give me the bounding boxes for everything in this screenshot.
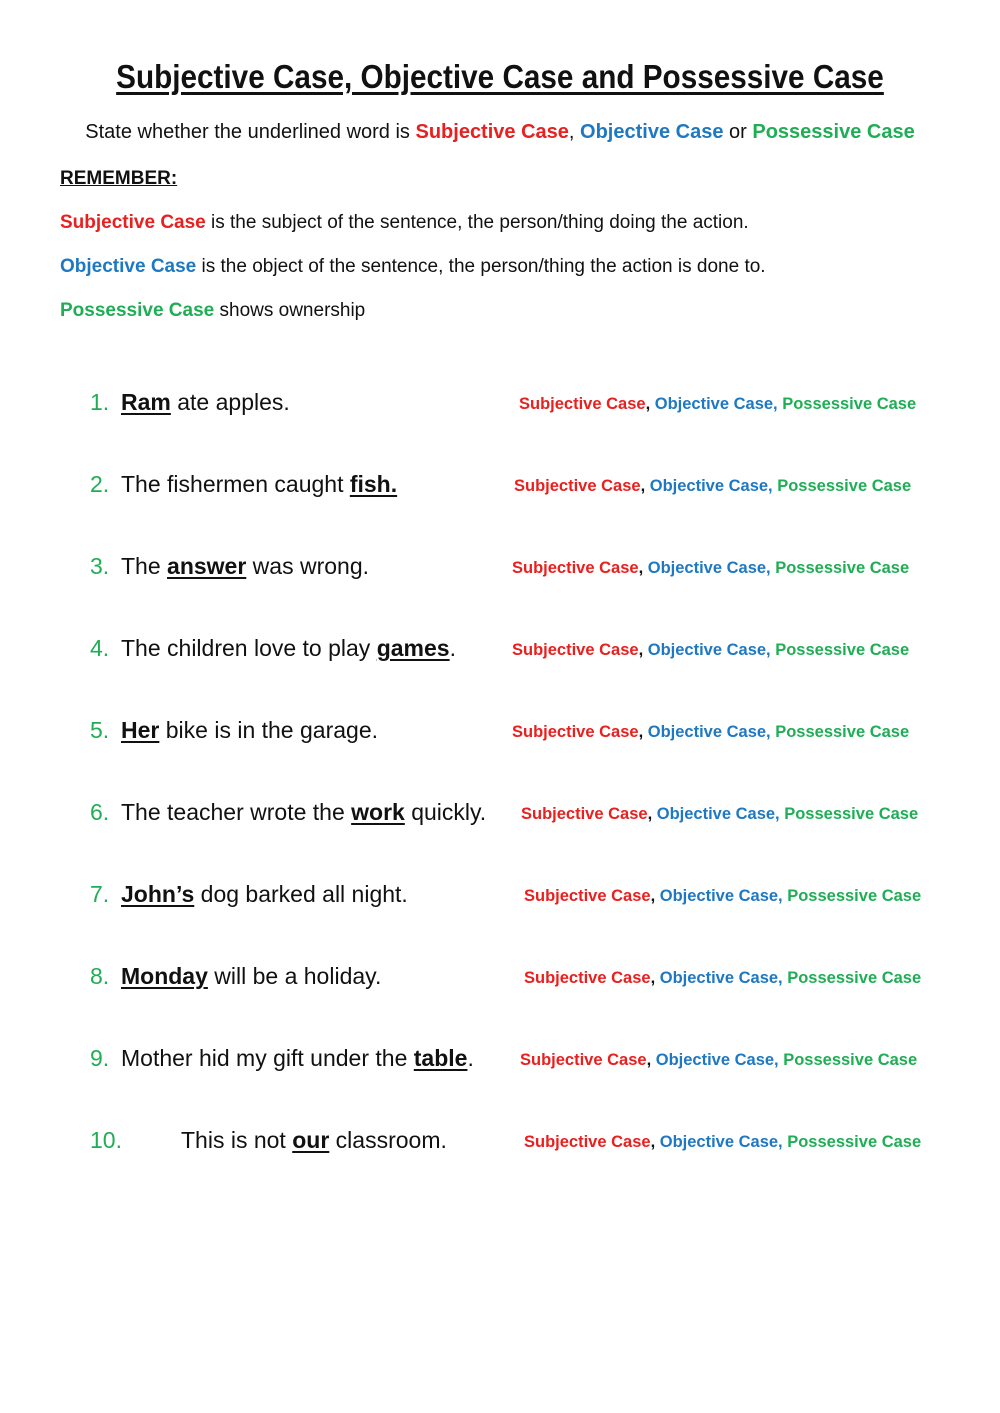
case-options bbox=[524, 1133, 921, 1152]
question-9 bbox=[90, 1045, 970, 1085]
option-objective-case[interactable]: Objective Case bbox=[655, 1051, 775, 1069]
question-number: 1. bbox=[90, 389, 110, 415]
definition-subjective-text: is the subject of the sentence, the person/thing doing the action. bbox=[205, 212, 749, 233]
option-objective-case[interactable]: Objective Case bbox=[659, 969, 779, 987]
sentence-after: bike is in the garage. bbox=[159, 717, 378, 743]
question-number: 7. bbox=[90, 881, 110, 907]
case-options bbox=[514, 477, 911, 496]
question-sentence bbox=[121, 1045, 474, 1072]
instructions-prefix: State whether the underlined word is bbox=[85, 121, 416, 143]
option-objective-case[interactable]: Objective Case bbox=[647, 641, 767, 659]
instructions bbox=[0, 121, 1000, 144]
question-sentence bbox=[121, 717, 378, 744]
question-sentence bbox=[121, 471, 397, 498]
option-separator: , bbox=[638, 641, 648, 659]
question-6 bbox=[90, 799, 970, 839]
option-separator: , bbox=[774, 1051, 784, 1069]
case-options bbox=[512, 641, 909, 660]
option-separator: , bbox=[766, 723, 776, 741]
sentence-after: dog barked all night. bbox=[194, 881, 408, 907]
question-sentence bbox=[121, 635, 456, 662]
question-number: 4. bbox=[90, 635, 110, 661]
option-objective-case[interactable]: Objective Case bbox=[659, 887, 779, 905]
question-sentence bbox=[121, 963, 381, 990]
option-subjective-case[interactable]: Subjective Case bbox=[521, 805, 648, 823]
question-5 bbox=[90, 717, 970, 757]
question-1 bbox=[90, 389, 970, 429]
question-10 bbox=[90, 1127, 970, 1167]
question-sentence bbox=[121, 881, 408, 908]
sentence-before: The fishermen caught bbox=[121, 471, 350, 497]
question-number: 9. bbox=[90, 1045, 110, 1071]
case-options bbox=[524, 887, 921, 906]
option-separator: , bbox=[640, 477, 650, 495]
definition-subjective bbox=[60, 212, 749, 234]
underlined-word: fish. bbox=[349, 471, 398, 497]
option-separator: , bbox=[650, 969, 660, 987]
remember-heading: REMEMBER: bbox=[60, 168, 178, 189]
option-objective-case[interactable]: Objective Case bbox=[654, 395, 774, 413]
option-separator: , bbox=[775, 805, 785, 823]
option-possessive-case[interactable]: Possessive Case bbox=[787, 969, 922, 987]
question-number: 5. bbox=[90, 717, 110, 743]
option-possessive-case[interactable]: Possessive Case bbox=[777, 477, 912, 495]
sentence-before: The teacher wrote the bbox=[121, 799, 352, 825]
option-objective-case[interactable]: Objective Case bbox=[659, 1133, 779, 1151]
option-separator: , bbox=[766, 559, 776, 577]
option-separator: , bbox=[638, 723, 648, 741]
option-possessive-case[interactable]: Possessive Case bbox=[775, 723, 910, 741]
question-number: 6. bbox=[90, 799, 110, 825]
case-options bbox=[521, 805, 918, 824]
case-options bbox=[520, 1051, 917, 1070]
case-options bbox=[524, 969, 921, 988]
case-options bbox=[512, 723, 909, 742]
option-subjective-case[interactable]: Subjective Case bbox=[519, 395, 646, 413]
option-separator: , bbox=[766, 641, 776, 659]
question-4 bbox=[90, 635, 970, 675]
definition-possessive bbox=[60, 300, 365, 322]
underlined-word: work bbox=[351, 799, 405, 825]
option-separator: , bbox=[778, 1133, 788, 1151]
instructions-objective: Objective Case bbox=[580, 121, 724, 143]
option-possessive-case[interactable]: Possessive Case bbox=[787, 887, 922, 905]
instructions-comma: , bbox=[568, 121, 581, 143]
sentence-before: Mother hid my gift under the bbox=[121, 1045, 414, 1071]
question-sentence bbox=[121, 799, 486, 826]
option-subjective-case[interactable]: Subjective Case bbox=[524, 1133, 651, 1151]
option-objective-case[interactable]: Objective Case bbox=[647, 559, 767, 577]
option-separator: , bbox=[768, 477, 778, 495]
option-separator: , bbox=[638, 559, 648, 577]
question-sentence bbox=[121, 389, 290, 416]
question-number: 8. bbox=[90, 963, 110, 989]
question-2 bbox=[90, 471, 970, 511]
option-separator: , bbox=[773, 395, 783, 413]
underlined-word: Monday bbox=[121, 963, 208, 989]
worksheet-title: Subjective Case, Objective Case and Possessive Case bbox=[116, 58, 884, 95]
option-possessive-case[interactable]: Possessive Case bbox=[787, 1133, 922, 1151]
option-objective-case[interactable]: Objective Case bbox=[656, 805, 776, 823]
definition-possessive-text: shows ownership bbox=[214, 300, 366, 321]
sentence-before: The bbox=[121, 553, 168, 579]
option-separator: , bbox=[650, 1133, 660, 1151]
sentence-before: This is not bbox=[181, 1127, 293, 1153]
option-separator: , bbox=[646, 1051, 656, 1069]
instructions-possessive: Possessive Case bbox=[752, 121, 915, 143]
underlined-word: John’s bbox=[121, 881, 195, 907]
option-separator: , bbox=[645, 395, 655, 413]
question-number: 3. bbox=[90, 553, 110, 579]
option-possessive-case[interactable]: Possessive Case bbox=[784, 805, 919, 823]
question-3 bbox=[90, 553, 970, 593]
definition-objective bbox=[60, 256, 766, 278]
underlined-word: table bbox=[413, 1045, 468, 1071]
option-subjective-case[interactable]: Subjective Case bbox=[514, 477, 641, 495]
case-options bbox=[512, 559, 909, 578]
sentence-before: The children love to play bbox=[121, 635, 377, 661]
underlined-word: Her bbox=[121, 717, 160, 743]
option-separator: , bbox=[778, 969, 788, 987]
option-possessive-case[interactable]: Possessive Case bbox=[775, 559, 910, 577]
question-sentence bbox=[121, 553, 369, 580]
question-number: 2. bbox=[90, 471, 110, 497]
question-number: 10. bbox=[90, 1127, 122, 1153]
definition-objective-text: is the object of the sentence, the person/thing the action is done to. bbox=[196, 256, 766, 277]
question-sentence bbox=[181, 1127, 447, 1154]
sentence-after: . bbox=[467, 1045, 474, 1071]
option-subjective-case[interactable]: Subjective Case bbox=[524, 887, 651, 905]
option-subjective-case[interactable]: Subjective Case bbox=[524, 969, 651, 987]
sentence-after: . bbox=[449, 635, 456, 661]
option-subjective-case[interactable]: Subjective Case bbox=[512, 559, 639, 577]
sentence-after: classroom. bbox=[329, 1127, 447, 1153]
sentence-after: will be a holiday. bbox=[207, 963, 382, 989]
option-possessive-case[interactable]: Possessive Case bbox=[775, 641, 910, 659]
sentence-after: was wrong. bbox=[246, 553, 370, 579]
definition-subjective-term: Subjective Case bbox=[60, 212, 206, 233]
option-subjective-case[interactable]: Subjective Case bbox=[512, 723, 639, 741]
option-subjective-case[interactable]: Subjective Case bbox=[520, 1051, 647, 1069]
case-options bbox=[519, 395, 916, 414]
option-separator: , bbox=[650, 887, 660, 905]
option-possessive-case[interactable]: Possessive Case bbox=[782, 395, 917, 413]
instructions-subjective: Subjective Case bbox=[415, 121, 569, 143]
question-7 bbox=[90, 881, 970, 921]
underlined-word: our bbox=[292, 1127, 330, 1153]
instructions-or: or bbox=[723, 121, 753, 143]
underlined-word: answer bbox=[167, 553, 247, 579]
underlined-word: games bbox=[376, 635, 450, 661]
question-8 bbox=[90, 963, 970, 1003]
option-possessive-case[interactable]: Possessive Case bbox=[783, 1051, 918, 1069]
definition-objective-term: Objective Case bbox=[60, 256, 197, 277]
option-objective-case[interactable]: Objective Case bbox=[647, 723, 767, 741]
sentence-after: quickly. bbox=[404, 799, 487, 825]
option-subjective-case[interactable]: Subjective Case bbox=[512, 641, 639, 659]
option-separator: , bbox=[647, 805, 657, 823]
underlined-word: Ram bbox=[121, 389, 171, 415]
sentence-after: ate apples. bbox=[170, 389, 290, 415]
option-objective-case[interactable]: Objective Case bbox=[649, 477, 769, 495]
definition-possessive-term: Possessive Case bbox=[60, 300, 215, 321]
option-separator: , bbox=[778, 887, 788, 905]
